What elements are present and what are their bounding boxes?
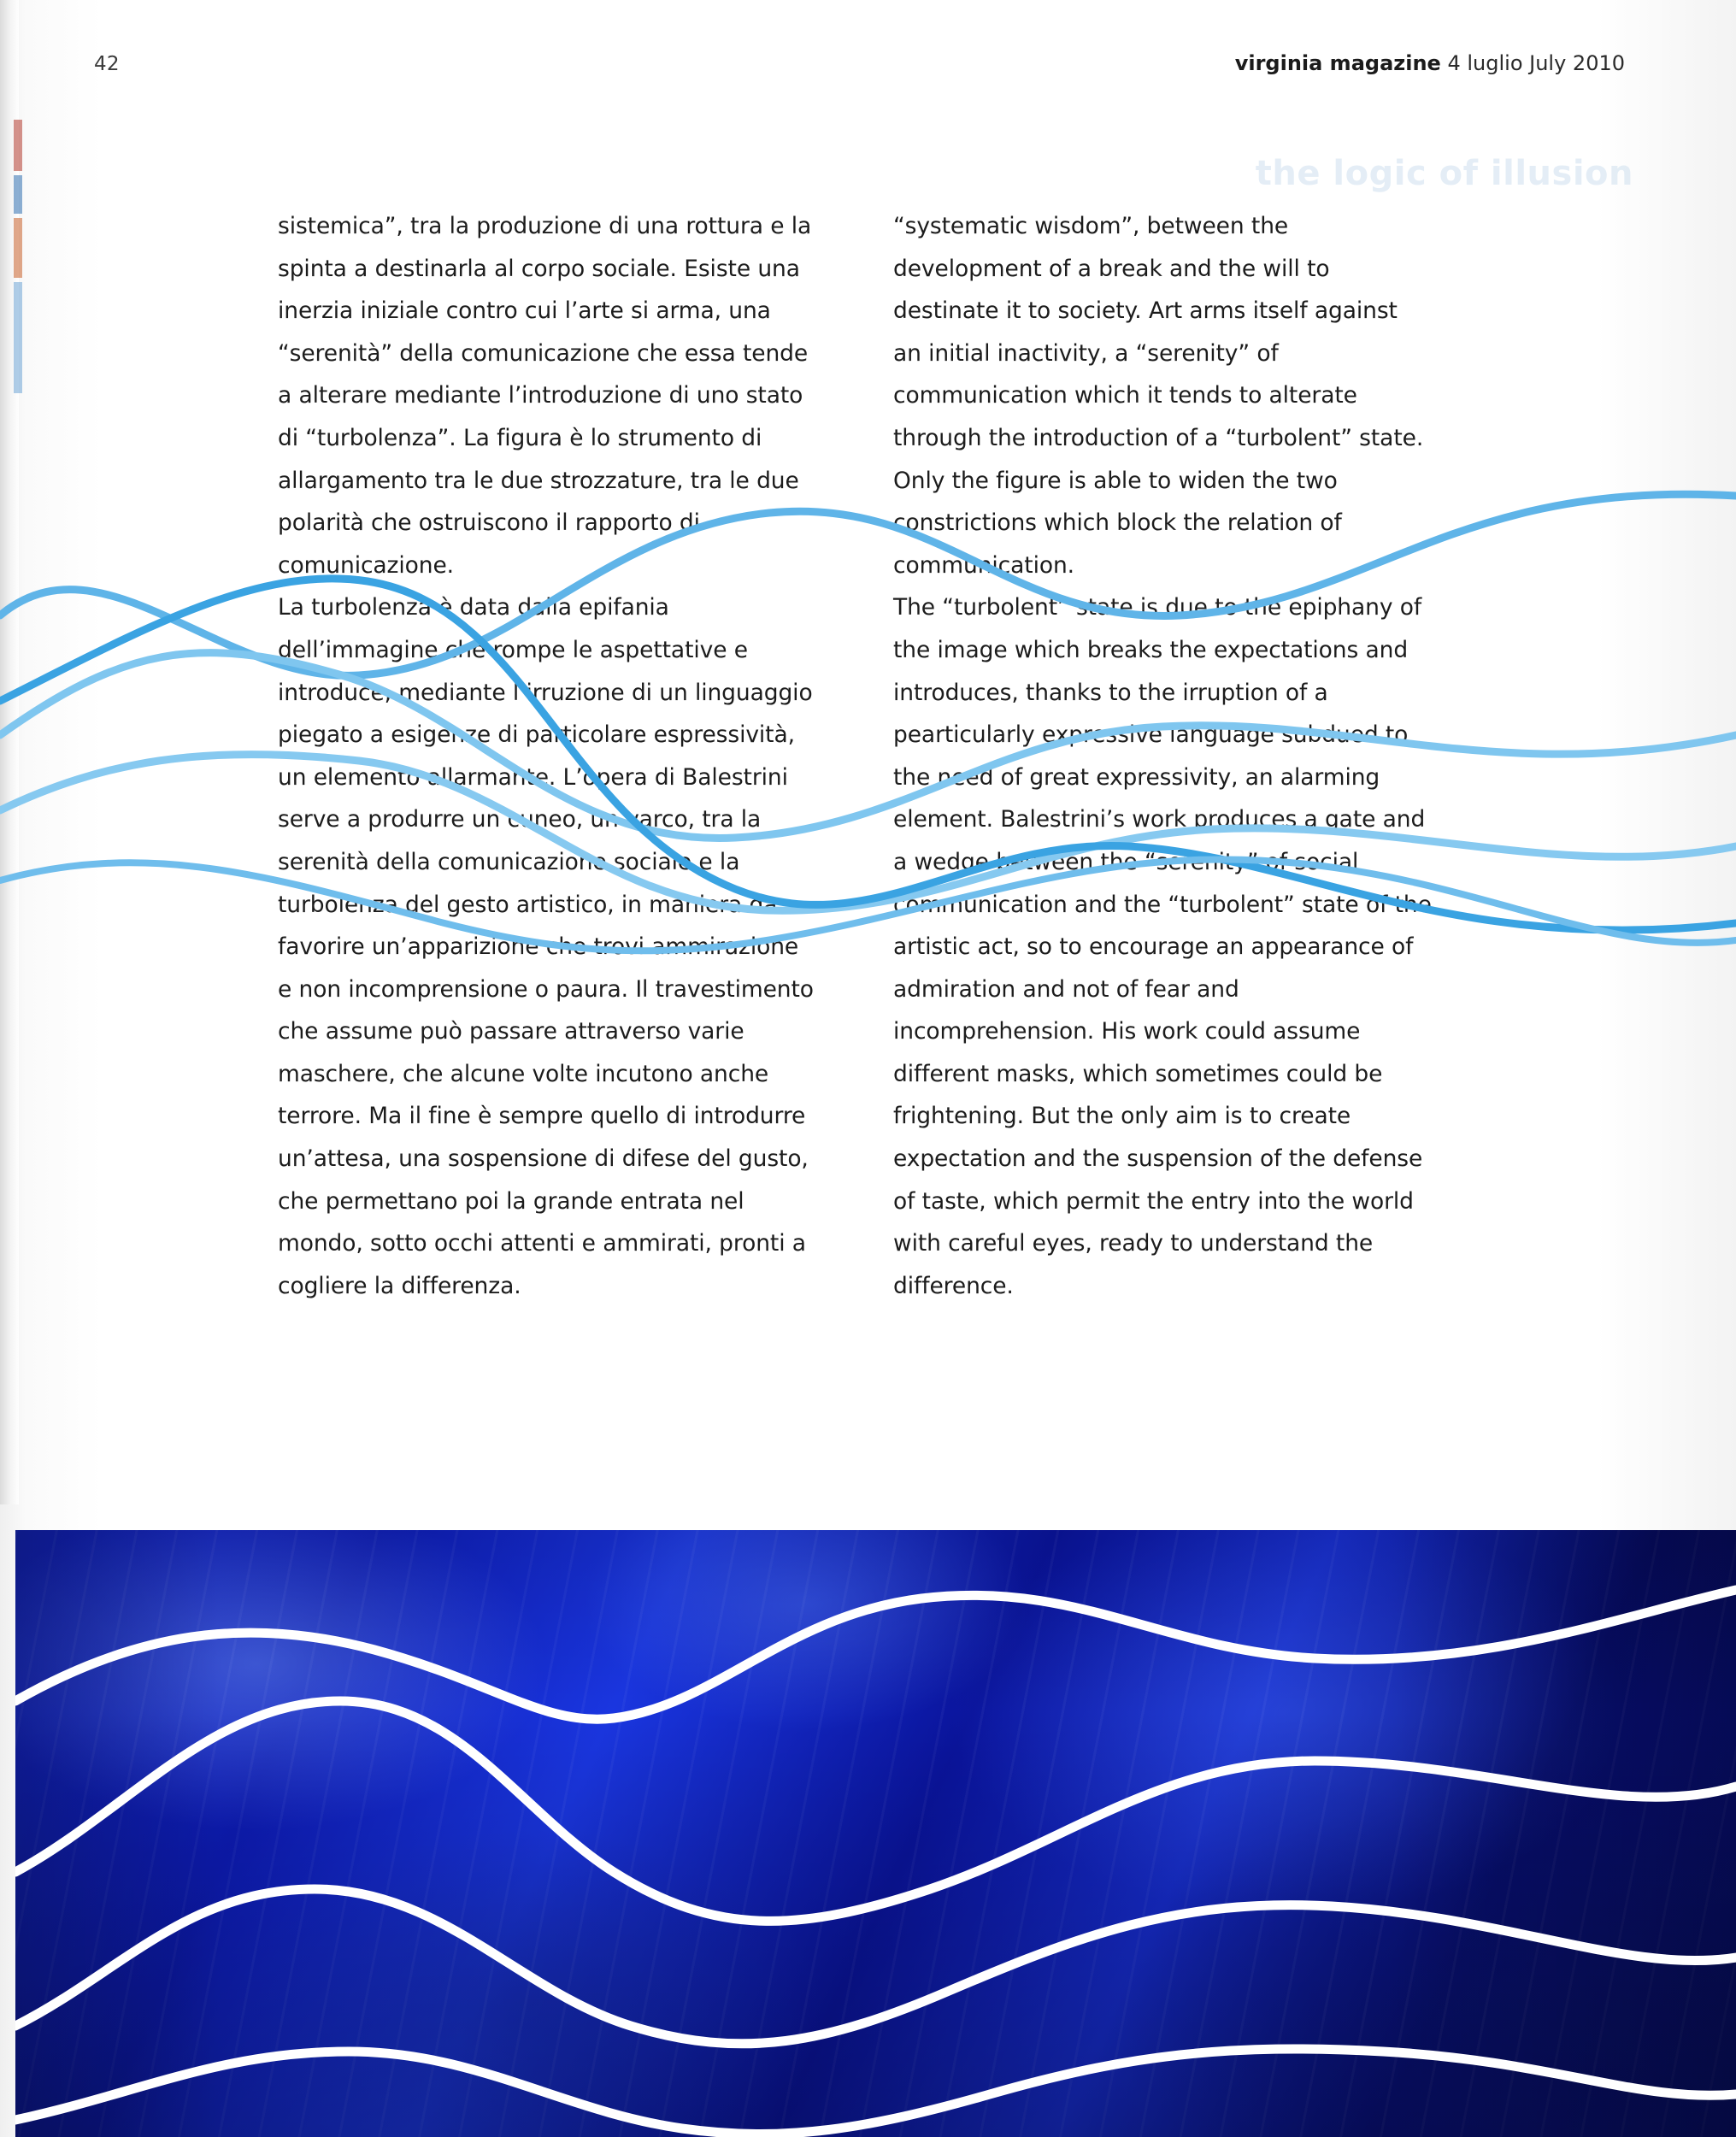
- photo-wave-path: [15, 1889, 1736, 2044]
- paragraph: sistemica”, tra la produzione di una rottura e la spinta a destinarla al corpo sociale. Esiste una inerzia iniziale contro cui l’arte si arma, una “serenità” della comunicazione che essa tende a alterare mediante l’introduzione di uno stato di “turbolenza”. La figura è lo strumento di allargamento tra le due strozzature, tra le due polarità che ostruiscono il rapporto di comunicazione.: [278, 213, 812, 579]
- photo-wave-path: [15, 1590, 1736, 1719]
- white-wave-lines: [15, 1530, 1736, 2137]
- article-body: [278, 205, 1500, 1307]
- masthead-issue: 4 luglio July 2010: [1447, 51, 1625, 75]
- page-header: [0, 44, 1736, 79]
- scan-artifact: [14, 120, 22, 171]
- photo-wave-path: [15, 2049, 1736, 2134]
- column-italian: [278, 205, 816, 1307]
- scan-artifact: [14, 282, 22, 393]
- blue-silk-photograph: [15, 1530, 1736, 2137]
- ghost-title: the logic of illusion: [1255, 154, 1633, 193]
- paragraph: “systematic wisdom”, between the development of a break and the will to destinate it to society. Art arms itself against an initial inactivity, a “serenity” of communication which it tends to alterate through the introduction of a “turbolent” state. Only the figure is able to widen the two constrictions which block the relation of communication.: [893, 213, 1424, 579]
- scan-artifact: [14, 175, 22, 214]
- column-english: [893, 205, 1432, 1307]
- masthead-brand: virginia magazine: [1234, 51, 1441, 75]
- masthead: [1235, 51, 1625, 75]
- paragraph: La turbolenza è data dalla epifania dell’immagine che rompe le aspettative e introduce, mediante l’irruzione di un linguaggio piegato a esigenze di particolare espressività, un elemento allarmante. L’opera di Balestrini serve a produrre un cuneo, un varco, tra la serenità della comunicazione sociale e la turbolenza del gesto artistico, in maniera da favorire un’apparizione che trovi ammirazione e non incomprensione o paura. Il travestimento che assume può passare attraverso varie maschere, che alcune volte incutono anche terrore. Ma il fine è sempre quello di introdurre un’attesa, una sospensione di difese del gusto, che permettano poi la grande entrata nel mondo, sotto occhi attenti e ammirati, pronti a cogliere la differenza.: [278, 594, 814, 1299]
- page-number: 42: [94, 53, 120, 75]
- scan-artifact: [14, 218, 22, 278]
- paragraph: The “turbolent” state is due to the epiphany of the image which breaks the expectations and introduces, thanks to the irruption of a pearticularly expressive language subdued to the need of great expressivity, an alarming element. Balestrini’s work produces a gate and a wedge between the “serenity” of social communication and the “turbolent” state of the artistic act, so to encourage an appearance of admiration and not of fear and incomprehension. His work could assume different masks, which sometimes could be frightening. But the only aim is to create expectation and the suspension of the defense of taste, which permit the entry into the world with careful eyes, ready to understand the difference.: [893, 594, 1432, 1299]
